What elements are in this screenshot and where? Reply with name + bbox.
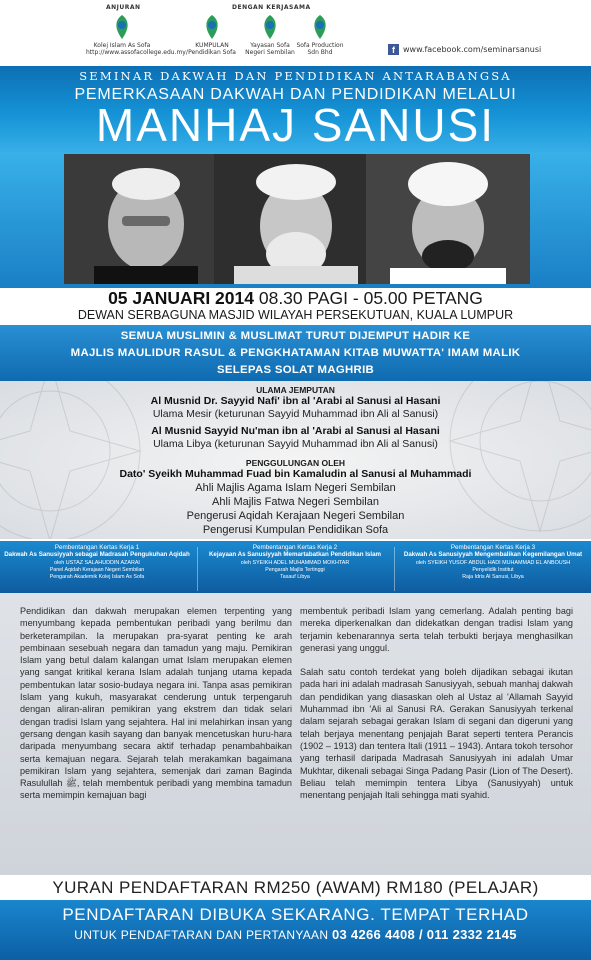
paper-divider [394, 547, 395, 591]
closer-role: Ahli Majlis Agama Islam Negeri Sembilan [195, 482, 396, 494]
guests-heading: ULAMA JEMPUTAN [256, 385, 335, 395]
paper-divider [197, 547, 198, 591]
contact-label: UNTUK PENDAFTARAN DAN PERTANYAAN [74, 928, 329, 942]
speaker-photo-1 [64, 154, 228, 284]
closer-role: Pengerusi Kumpulan Pendidikan Sofa [202, 524, 389, 536]
invite-line-1: SEMUA MUSLIMIN & MUSLIMAT TURUT DIJEMPUT HADIR KE [120, 330, 471, 342]
org-name: Sofa Production [296, 42, 344, 49]
description-paragraph: Salah satu contoh terdekat yang boleh dijadikan sebagai ikutan pada hari ini adalah madrasah Sanusiyyah, sebuah manhaj dakwah dan pendidikan yang diasaskan oleh al Ustaz al 'Allamah Sayyid Muhammad ibn 'Ali al Sanusi RA. Gerakan Sanusiyyah terkenal dalam sejarah sebagai gerakan Islam di segani dan digeruni yang telah berjaya menentang penjajah Barat seperti tentera Perancis (1902 – 1913) dan tentera Itali (1911 – 1943). Antara tokoh tersohor yang terhasil daripada Madrasah Sanusiyyah ini adalah Umar Mukhtar, dikenali sebagai Singa Padang Pasir (Lion of The Desert). Beliau telah memimpin tentera Libya (Sanusiyyah) untuk menentang penjajah Itali sehingga mati syahid. [300, 667, 573, 801]
closer-heading: PENGGULUNGAN OLEH [245, 458, 346, 468]
speaker-photo-3 [366, 154, 530, 284]
speaker-photos [0, 154, 591, 288]
facebook-link[interactable] [388, 44, 541, 55]
paper-title: Kejayaan As Sanusiyyah Memartabatkan Pendidikan Islam [208, 551, 382, 558]
paper-title: Dakwah As Sanusiyyah Mengembalikan Kegemilangan Umat [403, 551, 583, 558]
paper-desc: Pengarah Akademik Kolej Islam As Sofa [49, 573, 145, 580]
description-section [0, 593, 591, 875]
registration-fee: YURAN PENDAFTARAN RM250 (AWAM) RM180 (PELAJAR) [0, 875, 591, 900]
seminar-subtitle: PEMERKASAAN DAKWAH DAN PENDIDIKAN MELALUI [74, 86, 517, 103]
org-name: Yayasan Sofa [250, 42, 290, 49]
paper-desc: Tasauf Libya [280, 573, 310, 580]
paper-by: oleh USTAZ SALAHUDDIN AZARAI [54, 560, 140, 566]
kolej-logo-icon [111, 14, 133, 40]
org-kumpulan-sofa [184, 14, 240, 56]
invite-line-3: SELEPAS SOLAT MAGHRIB [216, 364, 375, 376]
contact-phone[interactable]: 03 4266 4408 / 011 2332 2145 [331, 927, 517, 942]
paper-desc: Panel Aqidah Kerajaan Negeri Sembilan [49, 567, 145, 573]
kerjasama-label: DENGAN KERJASAMA [232, 4, 311, 11]
sofa-logo-icon [201, 14, 223, 40]
paper-2 [200, 544, 390, 580]
invitation-band [0, 325, 591, 381]
paper-desc: Pengarah Majlis Tertinggi [265, 567, 325, 573]
paper-label: Pembentangan Kertas Kerja 2 [252, 544, 338, 551]
registration-open: PENDAFTARAN DIBUKA SEKARANG. TEMPAT TERHAD [62, 905, 529, 924]
anjuran-label: ANJURAN [106, 4, 141, 11]
paper-by: oleh SYEIKH YUSOF ABDUL HADI MUHAMMAD EL ANBOUSH [415, 560, 571, 566]
guest-2-name: Al Musnid Sayyid Nu'man ibn al 'Arabi al Sanusi al Hasani [151, 425, 440, 437]
facebook-url: www.facebook.com/seminarsanusi [403, 45, 542, 54]
yayasan-logo-icon [259, 14, 281, 40]
production-logo-icon [309, 14, 331, 40]
closer-name: Dato' Syeikh Muhammad Fuad bin Kamaludin al Sanusi al Muhammadi [119, 468, 472, 480]
header-banner [0, 66, 591, 154]
org-sub: Pendidikan Sofa [188, 49, 236, 56]
paper-title: Dakwah As Sanusiyyah sebagai Madrasah Pengukuhan Aqidah [4, 551, 190, 558]
description-col-1 [20, 605, 292, 814]
paper-by: oleh SYEIKH ADEL MUHAMMAD MOKHTAR [240, 560, 350, 566]
org-sub: http://www.assofacollege.edu.my/ [86, 49, 188, 56]
paper-label: Pembentangan Kertas Kerja 1 [54, 544, 140, 551]
guests-section [0, 381, 591, 539]
speaker-photo-2 [214, 154, 378, 284]
org-sub: Sdn Bhd [307, 49, 333, 56]
facebook-icon: f [388, 44, 399, 55]
event-datetime [0, 288, 591, 309]
org-kolej-islam [86, 14, 188, 56]
paper-label: Pembentangan Kertas Kerja 3 [450, 544, 536, 551]
closer-role: Ahli Majlis Fatwa Negeri Sembilan [212, 496, 379, 508]
org-name: Kolej Islam As Sofa [93, 42, 151, 49]
description-col-2 [300, 605, 573, 813]
paper-1 [2, 544, 192, 580]
main-title: MANHAJ SANUSI [95, 99, 496, 151]
papers-band [0, 539, 591, 593]
org-name: KUMPULAN [195, 42, 229, 49]
guest-1-desc: Ulama Mesir (keturunan Sayyid Muhammad ibn Ali al Sanusi) [152, 408, 439, 420]
seminar-title: SEMINAR DAKWAH DAN PENDIDIKAN ANTARABANGSA [79, 69, 512, 83]
organizer-bar [0, 0, 591, 66]
event-venue: DEWAN SERBAGUNA MASJID WILAYAH PERSEKUTUAN, KUALA LUMPUR [77, 308, 514, 322]
paper-3 [398, 544, 588, 580]
paper-desc: Penyelidik Institut [472, 567, 514, 573]
guest-2-desc: Ulama Libya (keturunan Sayyid Muhammad ibn Ali al Sanusi) [153, 438, 438, 450]
invite-line-2: MAJLIS MAULIDUR RASUL & PENGKHATAMAN KITAB MUWATTA' IMAM MALIK [70, 347, 521, 359]
event-date: 05 JANUARI 2014 [108, 288, 254, 308]
org-sofa-production [290, 14, 350, 56]
closer-role: Pengerusi Aqidah Kerajaan Negeri Sembilan [186, 510, 405, 522]
guest-1-name: Al Musnid Dr. Sayyid Nafi' ibn al 'Arabi al Sanusi al Hasani [150, 395, 441, 407]
description-paragraph: Pendidikan dan dakwah merupakan elemen terpenting yang menyumbang kepada pembentukan peribadi yang berilmu dan berketerampilan. Ia merupakan pra-syarat penting ke arah pembinaan sesebuah negara dan tamadun yang maju. Pemikiran Islam yang betul dalam kalangan umat Islam merupakan elemen yang sangat kritikal kerana Islam adalah tunjang utama kepada pembentukan latar sosio-budaya negara ini. Tanpa asas pemikiran Islam yang kukuh, masyarakat cenderung untuk terpengaruh dengan aliran-aliran pemikiran yang ekstrem dan tidak selari dengan tradisi Islam yang sejahtera. Hal ini melahirkan insan yang gersang dengan kasih sayang dan banyak mencetuskan huru-hara daripada menyumbang secara aktif terhadap penambahbaikan serta kemajuan negara. Sejarah telah merakamkan bagaimana pemikiran Islam yang sejahtera, semenjak dari zaman Baginda Rasulullah ﷺ, telah membentuk peribadi yang membina tamadun serta memimpin kemajuan bagi [20, 606, 292, 801]
org-sub: Negeri Sembilan [245, 49, 295, 56]
event-time: 08.30 PAGI - 05.00 PETANG [258, 288, 483, 308]
registration-band [0, 900, 591, 960]
paper-desc: Raja Idris Al Sanusi, Libya [462, 573, 524, 580]
description-paragraph: membentuk peribadi Islam yang cemerlang. Adalah penting bagi mereka diperkenalkan dan didekatkan dengan tradisi Islam yang terjamin kebenarannya serta telah terbukti berjaya menghasilkan generasi yang unggul. [300, 606, 573, 653]
registration-contact [0, 927, 591, 942]
